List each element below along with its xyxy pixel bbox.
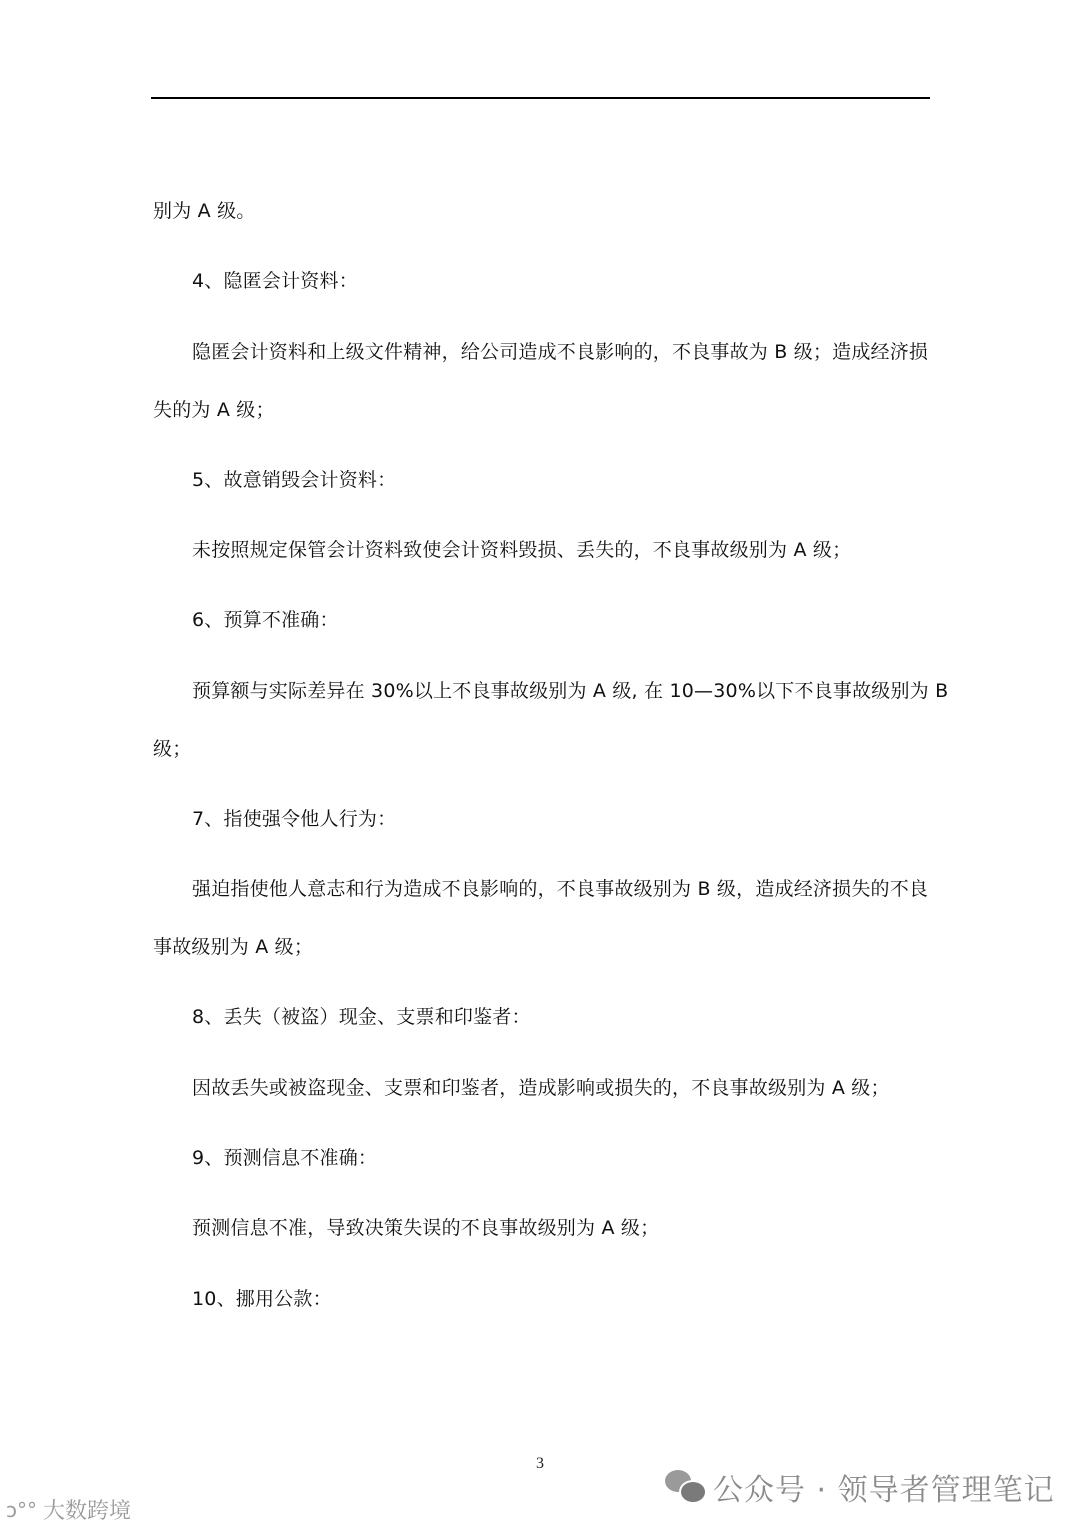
text-line: 别为 A 级。 — [153, 200, 256, 222]
header-rule — [151, 97, 930, 99]
watermark-right — [665, 1465, 1055, 1509]
watermark-left — [6, 1494, 131, 1525]
text-line: 失的为 A 级； — [153, 399, 275, 421]
text-line: 预算额与实际差异在 30%以上不良事故级别为 A 级, 在 10—30%以下不良事故级别为 B — [192, 680, 949, 702]
watermark-right-text: 公众号 · 领导者管理笔记 — [713, 1473, 1055, 1508]
section-heading: 4、隐匿会计资料： — [192, 270, 358, 292]
section-heading: 6、预算不准确： — [192, 609, 339, 631]
text-line: 预测信息不准，导致决策失误的不良事故级别为 A 级； — [192, 1217, 660, 1239]
section-heading: 10、挪用公款： — [192, 1288, 332, 1310]
section-heading: 7、指使强令他人行为： — [192, 808, 397, 830]
logo-icon: ↄ°° — [6, 1497, 37, 1522]
page-number: 3 — [536, 1455, 544, 1472]
text-line: 因故丢失或被盗现金、支票和印鉴者，造成影响或损失的，不良事故级别为 A 级； — [192, 1077, 890, 1099]
text-line: 级； — [153, 738, 192, 760]
text-line: 隐匿会计资料和上级文件精神，给公司造成不良影响的，不良事故为 B 级；造成经济损 — [192, 341, 929, 363]
text-line: 事故级别为 A 级； — [153, 936, 314, 958]
section-heading: 9、预测信息不准确： — [192, 1147, 378, 1169]
section-heading: 5、故意销毁会计资料： — [192, 469, 397, 491]
text-line: 强迫指使他人意志和行为造成不良影响的，不良事故级别为 B 级，造成经济损失的不良 — [192, 878, 929, 900]
watermark-left-text: 大数跨境 — [43, 1499, 132, 1524]
section-heading: 8、丢失（被盗）现金、支票和印鉴者： — [192, 1006, 531, 1028]
text-line: 未按照规定保管会计资料致使会计资料毁损、丢失的，不良事故级别为 A 级； — [192, 539, 852, 561]
wechat-icon — [665, 1470, 705, 1504]
